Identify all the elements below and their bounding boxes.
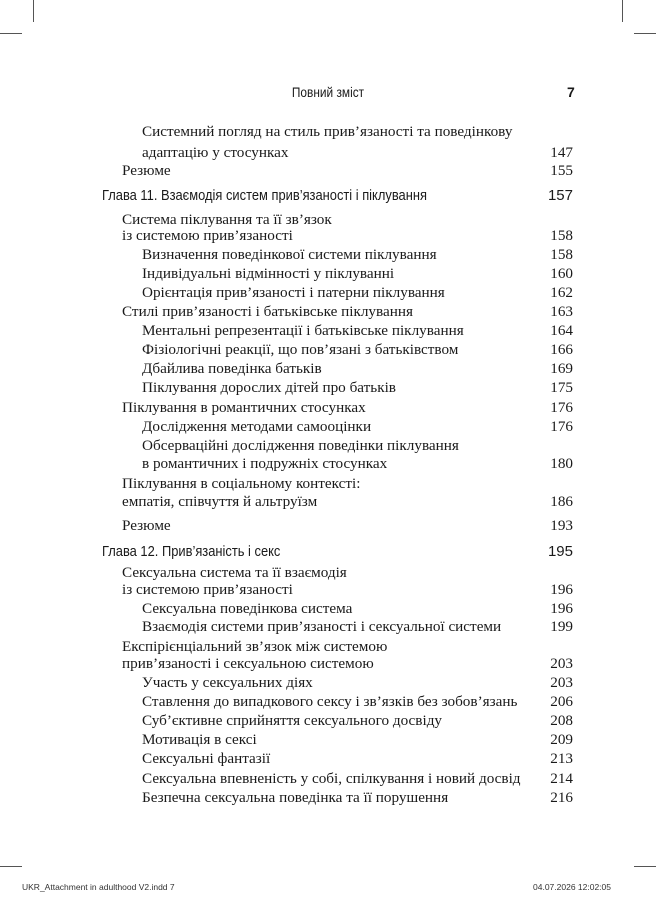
toc-entry-page: 214 xyxy=(550,770,573,787)
toc-entry-title: Резюме xyxy=(122,517,171,534)
toc-entry-title: адаптацію у стосунках xyxy=(142,144,289,161)
toc-entry-title: прив’язаності і сексуальною системою xyxy=(122,655,374,672)
toc-entry-title: Стилі прив’язаності і батьківське піклування xyxy=(122,303,413,320)
toc-entry-page: 193 xyxy=(550,517,573,534)
toc-entry-title: Сексуальна система та її взаємодія xyxy=(122,564,347,581)
toc-entry-title: Орієнтація прив’язаності і патерни піклування xyxy=(142,284,445,301)
toc-entry-title: Ментальні репрезентації і батьківське піклування xyxy=(142,322,464,339)
crop-mark xyxy=(634,866,656,867)
toc-entry-title: Резюме xyxy=(122,162,171,179)
toc-entry-page: 196 xyxy=(550,581,573,598)
toc-entry-page: 199 xyxy=(550,618,573,635)
toc-entry-title: Взаємодія системи прив’язаності і сексуальної системи xyxy=(142,618,502,635)
toc-entry-title: Сексуальні фантазії xyxy=(142,750,271,767)
toc-entry-page: 176 xyxy=(550,418,573,435)
toc-entry-title: із системою прив’язаності xyxy=(122,227,293,244)
toc-entry-page: 186 xyxy=(550,493,573,510)
toc-entry-page: 208 xyxy=(550,712,573,729)
toc-entry-page: 206 xyxy=(550,693,573,710)
crop-mark xyxy=(0,866,22,867)
toc-entry-title: із системою прив’язаності xyxy=(122,581,293,598)
toc-entry-page: 176 xyxy=(550,399,573,416)
toc-entry-page: 216 xyxy=(550,789,573,806)
toc-entry-page: 158 xyxy=(550,246,573,263)
crop-mark xyxy=(0,33,22,34)
toc-entry-page: 203 xyxy=(550,674,573,691)
toc-entry-title: Піклування в романтичних стосунках xyxy=(122,399,366,416)
toc-entry-title: емпатія, співчуття й альтруїзм xyxy=(122,493,318,510)
toc-entry-page: 169 xyxy=(550,360,573,377)
toc-entry-page: 196 xyxy=(550,600,573,617)
toc-entry-title: Індивідуальні відмінності у піклуванні xyxy=(142,265,395,282)
toc-entry-title: Системний погляд на стиль прив’язаності та поведінкову xyxy=(142,123,513,140)
toc-entry-page: 209 xyxy=(550,731,573,748)
toc-entry-title: Сексуальна впевненість у собі, спілкування і новий досвід xyxy=(142,770,521,787)
toc-entry-page: 195 xyxy=(547,543,573,560)
toc-entry-title: Суб’єктивне сприйняття сексуального досвіду xyxy=(142,712,443,729)
toc-entry-title: в романтичних і подружніх стосунках xyxy=(142,455,388,472)
toc-entry-page: 162 xyxy=(550,284,573,301)
toc-entry-page: 180 xyxy=(550,455,573,472)
toc-entry-title: Обсерваційні дослідження поведінки піклування xyxy=(142,437,459,454)
toc-entry-page: 164 xyxy=(550,322,573,339)
toc-entry-page: 166 xyxy=(550,341,573,358)
toc-entry-page: 155 xyxy=(550,162,573,179)
crop-mark xyxy=(33,0,34,22)
toc-entry-title: Безпечна сексуальна поведінка та її порушення xyxy=(142,789,449,806)
toc-entry-page: 157 xyxy=(547,187,573,204)
page-number: 7 xyxy=(567,84,575,100)
toc-entry-page: 160 xyxy=(550,265,573,282)
crop-mark xyxy=(622,0,623,22)
toc-entry-page: 203 xyxy=(550,655,573,672)
toc-entry-title: Фізіологічні реакції, що пов’язані з батьківством xyxy=(142,341,459,358)
footer-filename: UKR_Attachment in adulthood V2.indd 7 xyxy=(22,882,175,892)
toc-entry-page: 163 xyxy=(550,303,573,320)
toc-entry-title: Дослідження методами самооцінки xyxy=(142,418,372,435)
toc-entry-title: Глава 11. Взаємодія систем прив’язаності і піклування xyxy=(102,187,427,204)
toc-entry-title: Піклування дорослих дітей про батьків xyxy=(142,379,396,396)
running-header: Повний зміст xyxy=(291,85,365,100)
toc-entry-page: 147 xyxy=(550,144,573,161)
toc-entry-title: Ставлення до випадкового сексу і зв’язків без зобов’язань xyxy=(142,693,518,710)
footer-datetime: 04.07.2026 12:02:05 xyxy=(533,882,611,892)
toc-entry-page: 213 xyxy=(550,750,573,767)
toc-entry-title: Система піклування та її зв’язок xyxy=(122,211,332,228)
toc-entry-title: Експірієнціальний зв’язок між системою xyxy=(122,638,388,655)
toc-entry-title: Глава 12. Прив’язаність і секс xyxy=(102,543,281,560)
toc-entry-title: Дбайлива поведінка батьків xyxy=(142,360,322,377)
toc-entry-title: Участь у сексуальних діях xyxy=(142,674,313,691)
toc-entry-title: Піклування в соціальному контексті: xyxy=(122,475,361,492)
toc-entry-title: Визначення поведінкової системи піклування xyxy=(142,246,437,263)
toc-entry-title: Мотивація в сексі xyxy=(142,731,257,748)
toc-entry-page: 175 xyxy=(550,379,573,396)
crop-mark xyxy=(634,33,656,34)
toc-entry-title: Сексуальна поведінкова система xyxy=(142,600,353,617)
toc-entry-page: 158 xyxy=(550,227,573,244)
